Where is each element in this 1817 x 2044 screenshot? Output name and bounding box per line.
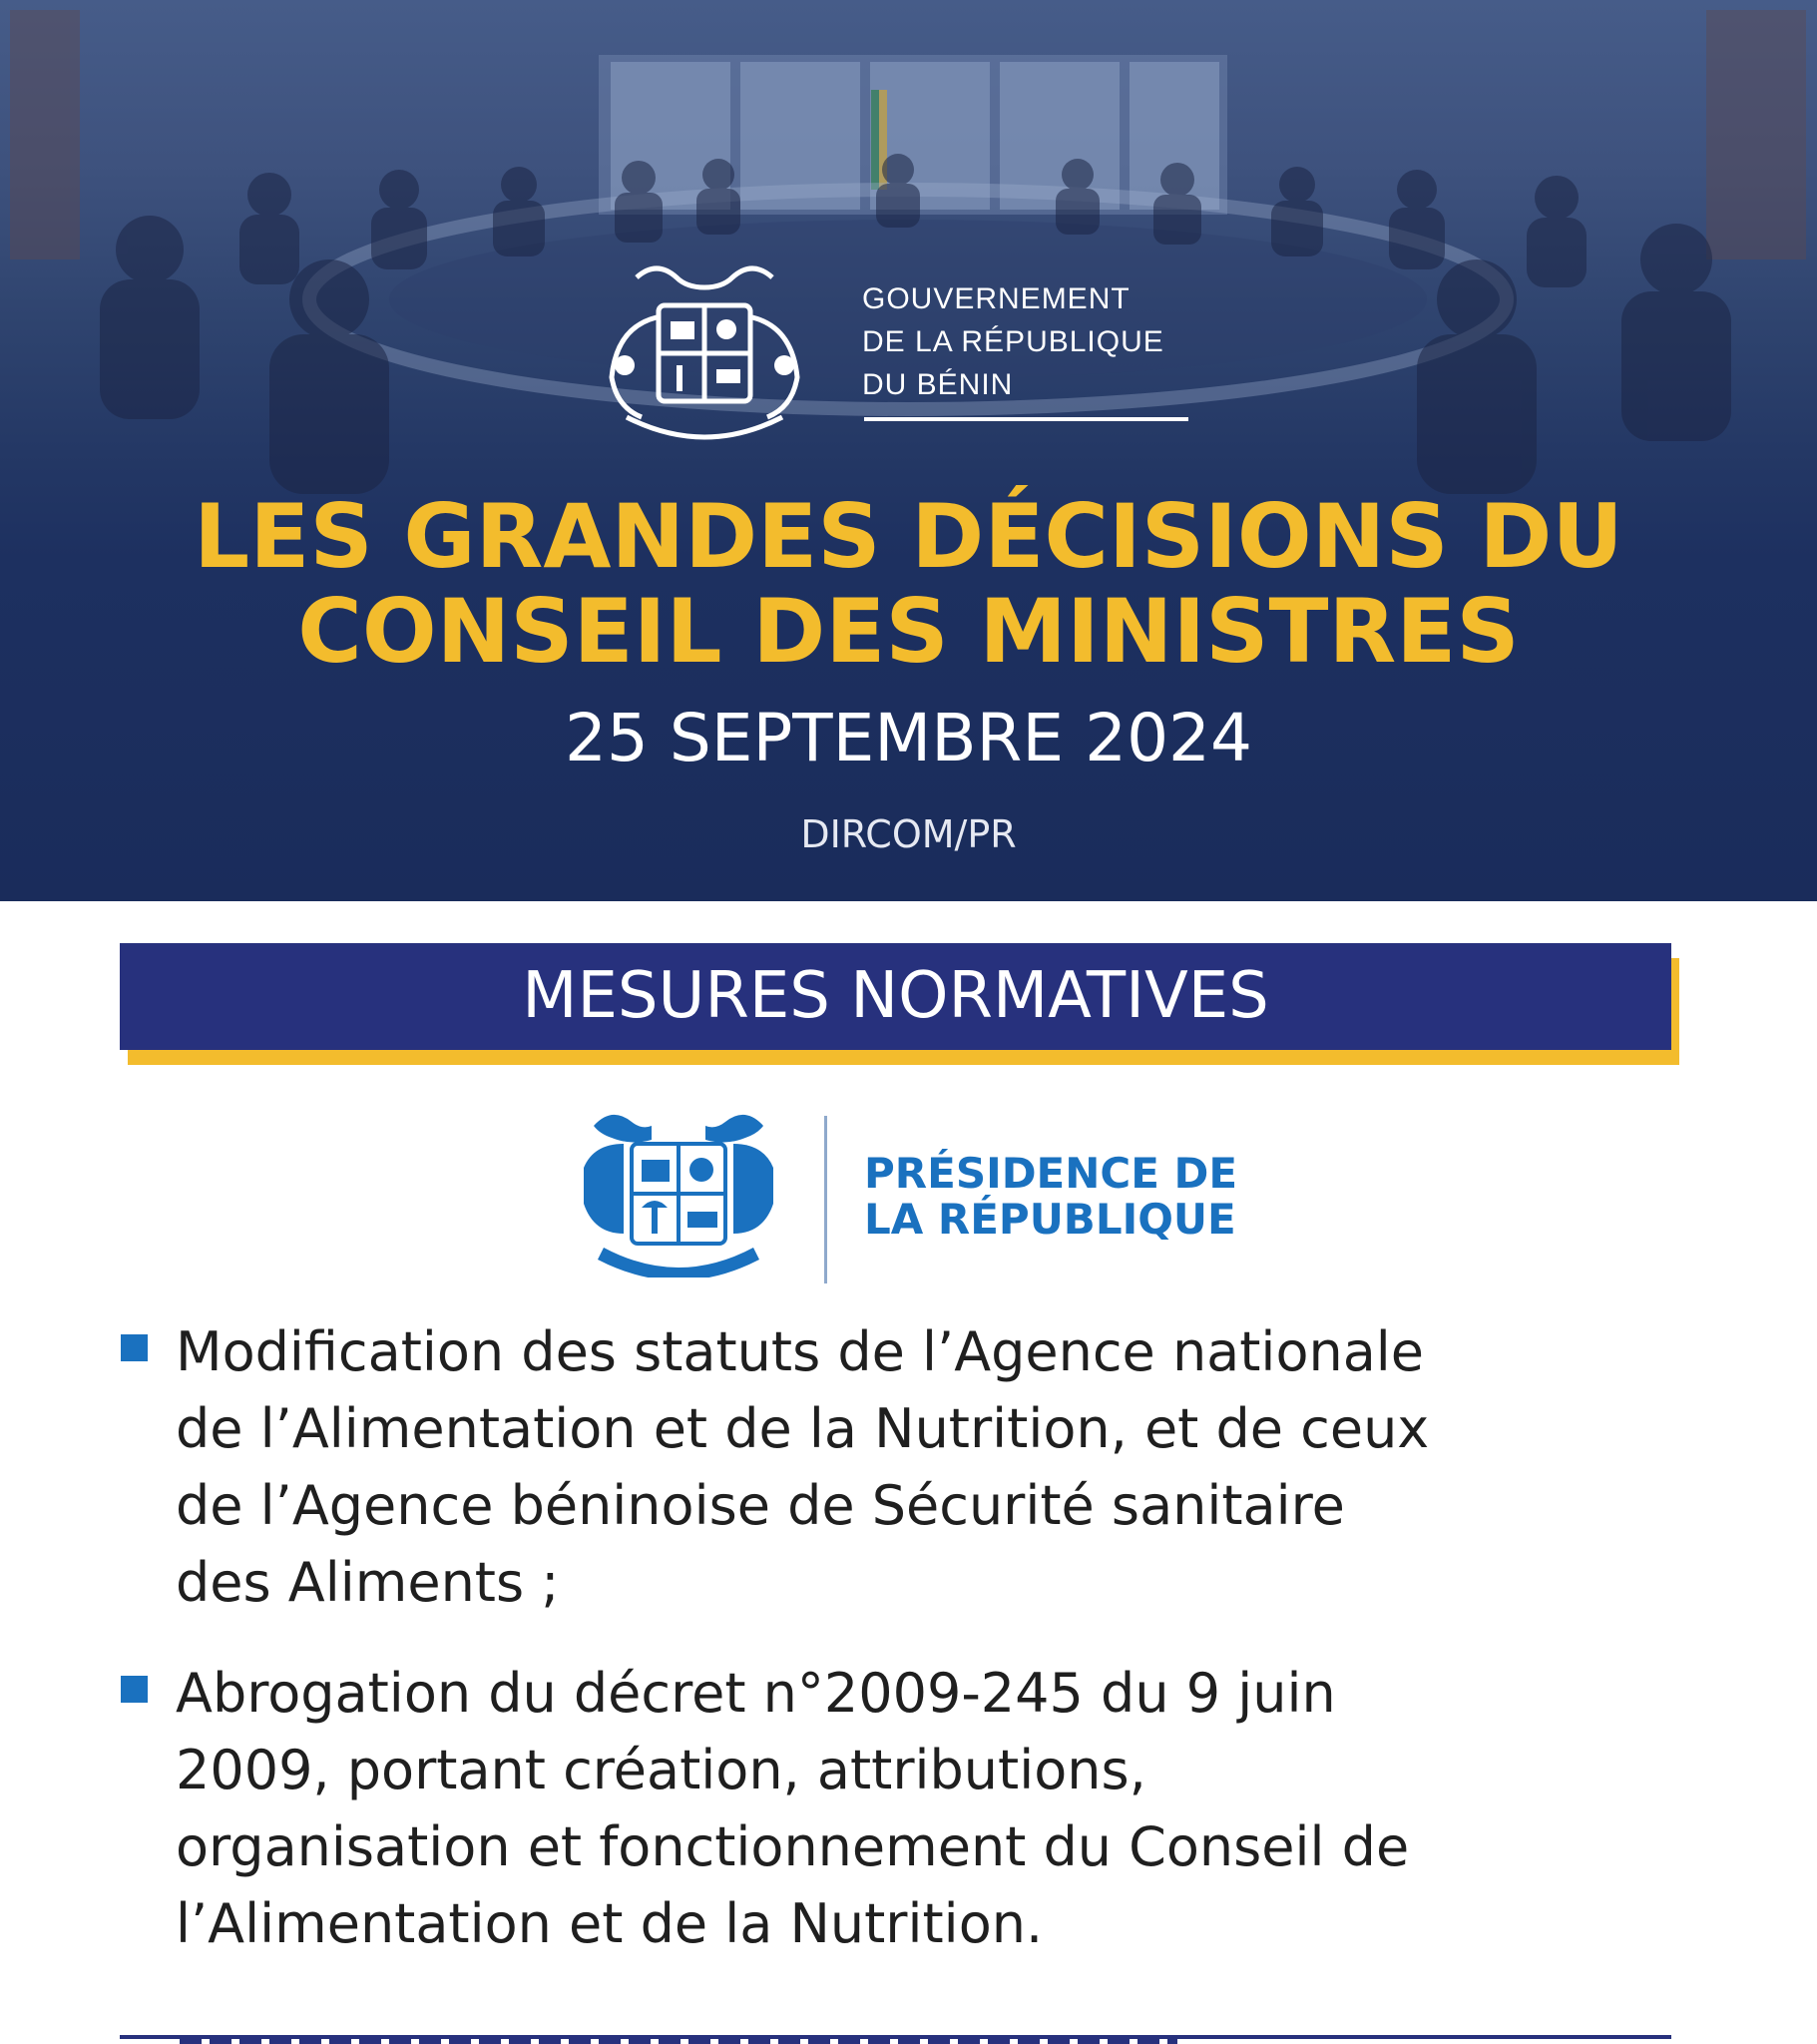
- benin-coat-of-arms-icon: [597, 257, 812, 453]
- section-title: MESURES NORMATIVES: [120, 943, 1671, 1050]
- measure-line: Abrogation du décret n°2009-245 du 9 juin: [176, 1662, 1336, 1725]
- measure-item: [176, 1313, 1702, 1621]
- measure-line: organisation et fonctionnement du Conseil de: [176, 1815, 1410, 1878]
- measure-line: de l’Alimentation et de la Nutrition, et de ceux: [176, 1397, 1430, 1460]
- title-line: CONSEIL DES MINISTRES: [297, 580, 1520, 683]
- government-divider: [864, 417, 1188, 421]
- government-label: [862, 277, 1201, 406]
- source-label: DIRCOM/PR: [800, 812, 1017, 856]
- meeting-date: 25 SEPTEMBRE 2024: [564, 700, 1253, 776]
- presidence-label: [864, 1151, 1237, 1243]
- presidence-line: LA RÉPUBLIQUE: [864, 1195, 1236, 1244]
- measure-line: l’Alimentation et de la Nutrition.: [176, 1892, 1044, 1955]
- measure-line: 2009, portant création, attributions,: [176, 1739, 1146, 1801]
- measure-line: Modification des statuts de l’Agence nationale: [176, 1320, 1425, 1383]
- presidence-line: PRÉSIDENCE DE: [864, 1149, 1238, 1198]
- cropped-next-section: [180, 2039, 1177, 2044]
- presidence-divider: [824, 1116, 827, 1283]
- government-line: DU BÉNIN: [862, 368, 1014, 401]
- measure-item: [176, 1655, 1702, 1962]
- header-banner: [0, 0, 1817, 901]
- title-line: LES GRANDES DÉCISIONS DU: [194, 485, 1623, 588]
- page-title: [0, 485, 1817, 683]
- bullet-marker: [121, 1676, 148, 1703]
- presidence-coat-of-arms-icon: [574, 1108, 783, 1278]
- government-line: GOUVERNEMENT: [862, 282, 1131, 315]
- bullet-marker: [121, 1334, 148, 1361]
- measure-line: de l’Agence béninoise de Sécurité sanitaire: [176, 1474, 1345, 1537]
- government-line: DE LA RÉPUBLIQUE: [862, 325, 1164, 358]
- measure-line: des Aliments ;: [176, 1551, 560, 1614]
